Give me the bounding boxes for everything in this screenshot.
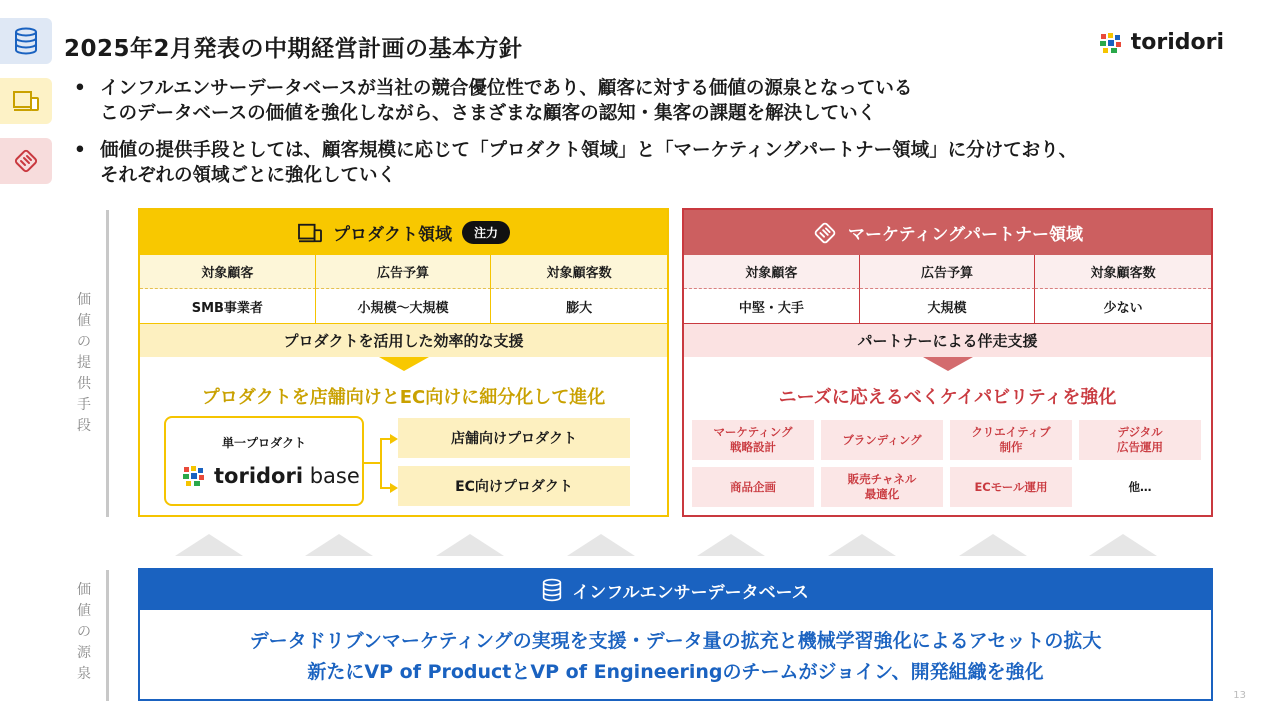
capability-chip: 商品企画: [692, 467, 814, 507]
bullet-list: [74, 76, 1224, 200]
devices-icon: [12, 89, 40, 113]
toridori-logo-icon: [182, 465, 206, 487]
side-label-delivery: 価 値 の 提 供 手 段: [77, 292, 91, 434]
up-arrow-icon: [828, 534, 896, 556]
marketing-panel-header: [684, 210, 1211, 255]
database-icon: [542, 578, 562, 602]
table-cell: 小規模〜大規模: [316, 289, 492, 323]
single-product-box: [164, 416, 364, 506]
ec-product-box: EC向けプロダクト: [398, 466, 630, 506]
table-header: 対象顧客: [140, 255, 316, 289]
page-title: 2025年2月発表の中期経営計画の基本方針: [64, 36, 523, 62]
bullet-item: [74, 138, 1224, 188]
table-cell: 中堅・大手: [684, 289, 860, 323]
capability-chip: 販売チャネル 最適化: [821, 467, 943, 507]
bullet-line: このデータベースの価値を強化しながら、さまざまな顧客の認知・集客の課題を解決していく: [100, 103, 877, 124]
connector-line: [380, 438, 382, 488]
table-header: 広告予算: [860, 255, 1036, 289]
side-label-source: 価 値 の 源 泉: [77, 582, 91, 682]
up-arrow-icon: [305, 534, 373, 556]
up-arrow-icon: [175, 534, 243, 556]
capability-chip: ECモール運用: [950, 467, 1072, 507]
bullet-item: [74, 76, 1224, 126]
product-domain-panel: [138, 208, 669, 517]
table-cell: 大規模: [860, 289, 1036, 323]
capability-chip: デジタル 広告運用: [1079, 420, 1201, 460]
capability-chip: クリエイティブ 制作: [950, 420, 1072, 460]
product-panel-title: プロダクト領域: [332, 225, 452, 245]
marketing-domain-panel: [682, 208, 1213, 517]
arrow-head: [390, 483, 398, 493]
product-support-strip: プロダクトを活用した効率的な支援: [140, 323, 667, 357]
capability-chip: マーケティング 戦略設計: [692, 420, 814, 460]
database-statement: データドリブンマーケティングの実現を支援・データ量の拡充と機械学習強化によるアセットの拡大: [249, 630, 1102, 652]
side-divider: [106, 570, 109, 701]
marketing-panel-title: マーケティングパートナー領域: [848, 225, 1083, 245]
handshake-icon: [812, 220, 838, 246]
toridori-base-logo: [182, 464, 360, 488]
database-icon: [14, 27, 38, 55]
logo-text: toridori base: [214, 464, 360, 488]
marketing-headline: ニーズに応えるべくケイパビリティを強化: [778, 387, 1117, 408]
table-header: 対象顧客: [684, 255, 860, 289]
table-header: 対象顧客数: [1035, 255, 1211, 289]
database-panel-header: [140, 570, 1211, 610]
up-arrow-icon: [697, 534, 765, 556]
database-panel-title: インフルエンサーデータベース: [572, 582, 809, 603]
store-product-box: 店舗向けプロダクト: [398, 418, 630, 458]
arrow-head: [390, 434, 398, 444]
capability-chip-other: 他…: [1079, 467, 1201, 507]
bullet-line: それぞれの領域ごとに強化していく: [100, 165, 397, 186]
page-number: 13: [1233, 690, 1246, 701]
table-header: 広告予算: [316, 255, 492, 289]
table-header: 対象顧客数: [491, 255, 667, 289]
up-arrow-icon: [1089, 534, 1157, 556]
product-panel-header: [140, 210, 667, 255]
handshake-rail-icon: [0, 138, 52, 184]
up-arrow-icon: [959, 534, 1027, 556]
up-arrow-icon: [436, 534, 504, 556]
connector-line: [364, 462, 380, 464]
logo-text: toridori: [1130, 30, 1224, 55]
capability-chip: ブランディング: [821, 420, 943, 460]
product-headline: プロダクトを店舗向けとEC向けに細分化して進化: [201, 387, 606, 408]
focus-badge: 注力: [462, 221, 510, 244]
up-arrow-icon: [567, 534, 635, 556]
database-rail-icon: [0, 18, 52, 64]
table-cell: 膨大: [566, 300, 593, 316]
bullet-line: • インフルエンサーデータベースが当社の競合優位性であり、顧客に対する価値の源泉となっている: [100, 78, 913, 99]
table-cell: SMB事業者: [140, 289, 316, 323]
marketing-attribute-table: [684, 255, 1211, 323]
influencer-database-panel: [138, 568, 1213, 701]
company-logo: [1099, 30, 1224, 55]
toridori-logo-icon: [1099, 32, 1123, 54]
marketing-support-strip: パートナーによる伴走支援: [684, 323, 1211, 357]
devices-rail-icon: [0, 78, 52, 124]
single-product-label: 単一プロダクト: [221, 436, 306, 450]
devices-icon: [297, 222, 323, 244]
down-arrow: [379, 357, 429, 371]
database-statement: 新たにVP of ProductとVP of Engineeringのチームがジョイン、開発組織を強化: [307, 661, 1044, 683]
product-attribute-table: [140, 255, 667, 323]
table-cell: 少ない: [1103, 300, 1143, 316]
side-divider: [106, 210, 109, 517]
handshake-icon: [12, 147, 40, 175]
down-arrow: [923, 357, 973, 371]
capability-grid: [692, 420, 1203, 507]
bullet-line: • 価値の提供手段としては、顧客規模に応じて「プロダクト領域」と「マーケティングパートナー領域」に分けており、: [100, 140, 1078, 161]
